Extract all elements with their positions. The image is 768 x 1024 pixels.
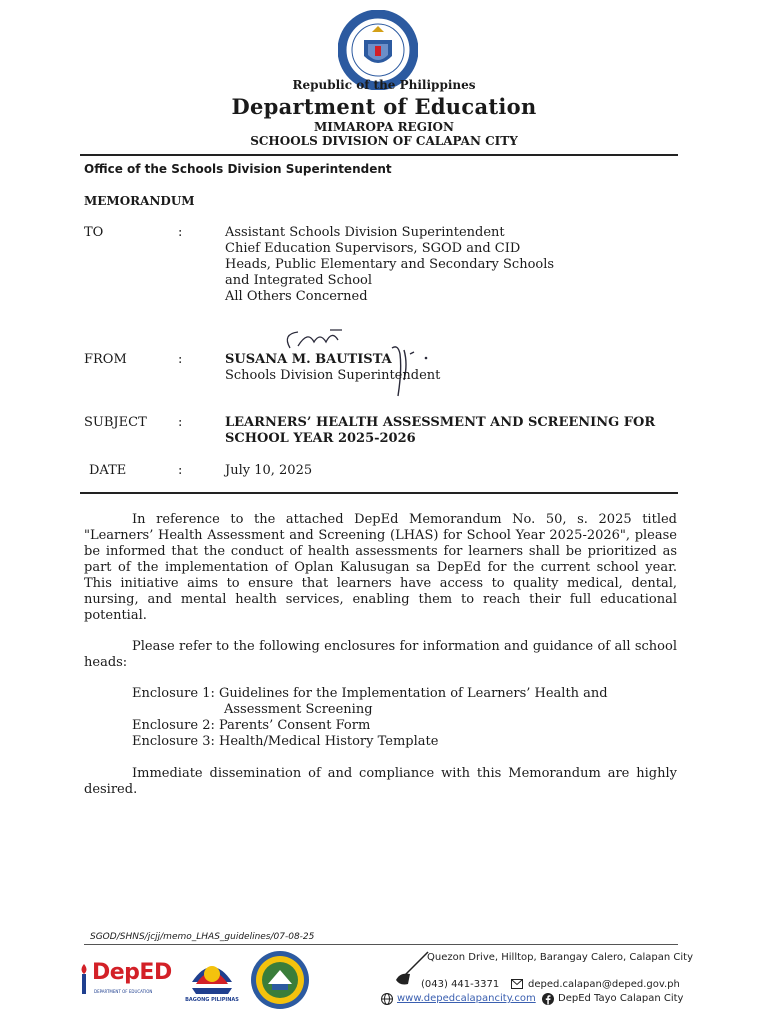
- facebook-text: DepEd Tayo Calapan City: [558, 993, 684, 1004]
- subject-label: SUBJECT: [84, 415, 147, 430]
- subject-text: [225, 415, 655, 447]
- enclosure-item: Enclosure 3: Health/Medical History Template: [132, 734, 439, 749]
- globe-icon: [381, 993, 393, 1005]
- facebook-icon: [542, 993, 554, 1005]
- sun-flag-icon: [188, 952, 236, 996]
- from-label: FROM: [84, 352, 127, 367]
- deped-logo-subtext: DEPARTMENT OF EDUCATION: [94, 989, 153, 994]
- enclosure-item-continued: Assessment Screening: [224, 702, 373, 717]
- subject-line: SCHOOL YEAR 2025-2026: [225, 431, 416, 446]
- to-recipients: [225, 225, 554, 305]
- division-heading: SCHOOLS DIVISION OF CALAPAN CITY: [250, 134, 518, 148]
- reference-code: SGOD/SHNS/jcjj/memo_LHAS_guidelines/07-08-25: [90, 932, 315, 942]
- office-title: Office of the Schools Division Superintendent: [84, 162, 392, 176]
- region-heading: MIMAROPA REGION: [314, 120, 454, 134]
- email-icon: [511, 979, 523, 989]
- date-label: DATE: [89, 463, 127, 478]
- deped-logo: [76, 958, 172, 1002]
- torch-icon: [76, 960, 92, 996]
- date-value: July 10, 2025: [225, 463, 313, 478]
- to-colon: :: [178, 225, 183, 240]
- body-paragraph-3: Immediate dissemination of and compliance with this Memorandum are highly desired.: [84, 766, 677, 797]
- to-line: Chief Education Supervisors, SGOD and CID: [225, 241, 521, 256]
- deped-logo-text: DepED: [92, 960, 172, 985]
- address-text: Quezon Drive, Hilltop, Barangay Calero, Calapan City: [427, 952, 694, 963]
- republic-heading: Republic of the Philippines: [292, 78, 476, 92]
- from-block: [225, 352, 440, 384]
- enclosure-item: Enclosure 1: Guidelines for the Implementation of Learners’ Health and: [132, 686, 608, 701]
- subject-line: LEARNERS’ HEALTH ASSESSMENT AND SCREENING FOR: [225, 415, 656, 430]
- email-text: deped.calapan@deped.gov.ph: [528, 979, 680, 990]
- bagong-pilipinas-logo: [180, 952, 244, 1008]
- subject-colon: :: [178, 415, 183, 430]
- enclosure-item: Enclosure 2: Parents’ Consent Form: [132, 718, 371, 733]
- footer-divider: [84, 944, 678, 945]
- to-label: TO: [84, 225, 104, 240]
- date-colon: :: [178, 463, 183, 478]
- subject-divider: [80, 492, 678, 494]
- from-colon: :: [178, 352, 183, 367]
- from-name: SUSANA M. BAUTISTA: [225, 352, 392, 367]
- body-paragraph-1: In reference to the attached DepEd Memorandum No. 50, s. 2025 titled "Learners’ Health Assessment and Screening (LHAS) for School Year 2025-2026", please be informed that the conduct of health assessments for learners shall be prioritized as part of the implementation of Oplan Kalusugan sa DepEd for the current school year. This initiative aims to ensure that learners have access to quality medical, dental, nursing, and mental health services, enabling them to reach their full educational potential.: [84, 512, 677, 623]
- body-paragraph-2: Please refer to the following enclosures for information and guidance of all school heads:: [84, 639, 677, 670]
- to-line: and Integrated School: [225, 273, 373, 288]
- header-divider: [80, 154, 678, 156]
- memorandum-label: MEMORANDUM: [84, 194, 195, 208]
- division-seal-icon: [250, 950, 310, 1010]
- website-link[interactable]: www.depedcalapancity.com: [397, 993, 536, 1004]
- to-line: Heads, Public Elementary and Secondary Schools: [225, 257, 555, 272]
- department-heading: Department of Education: [231, 94, 537, 119]
- to-line: Assistant Schools Division Superintendent: [225, 225, 505, 240]
- from-title: Schools Division Superintendent: [225, 368, 441, 383]
- phone-text: (043) 441-3371: [421, 979, 500, 990]
- bagong-pilipinas-text: BAGONG PILIPINAS: [185, 997, 239, 1003]
- to-line: All Others Concerned: [225, 289, 368, 304]
